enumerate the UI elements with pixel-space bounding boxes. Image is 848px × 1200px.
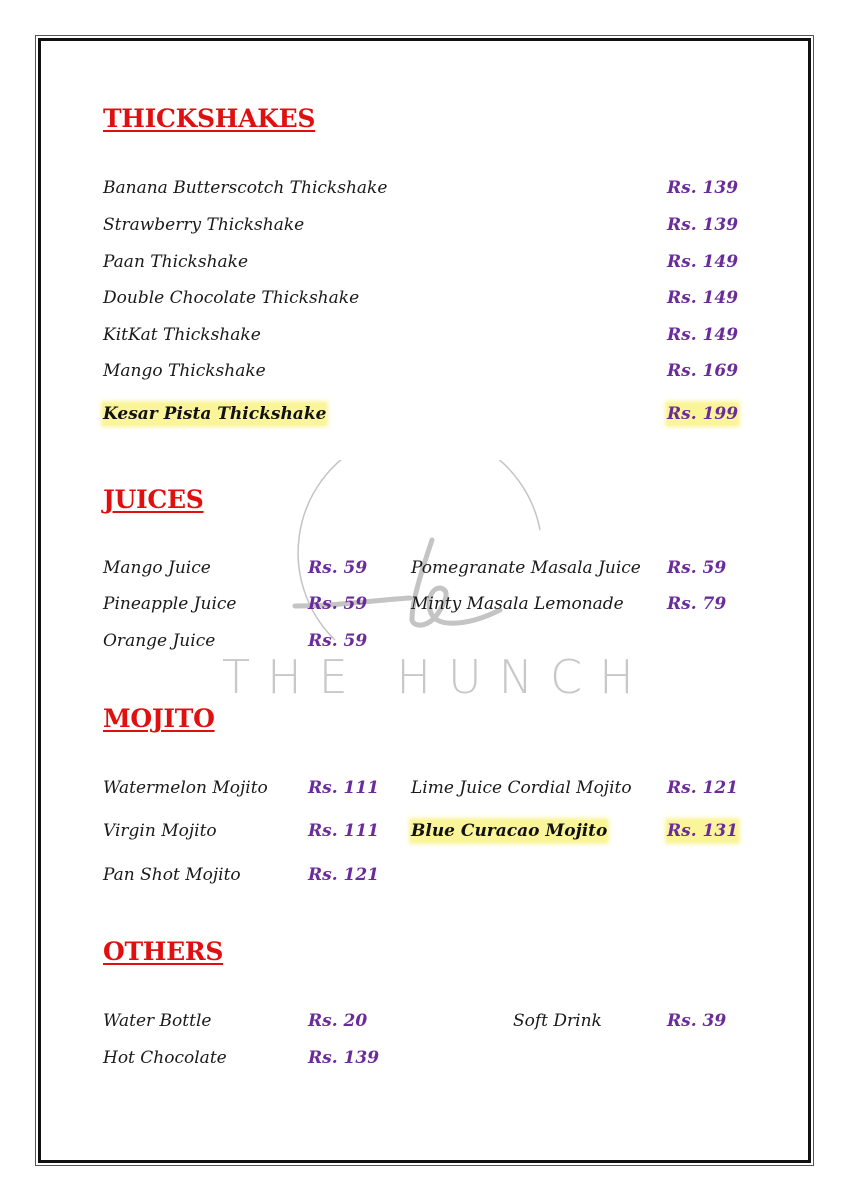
menu-item-name: Watermelon Mojito — [103, 778, 268, 798]
menu-item-name: Mango Thickshake — [103, 361, 266, 381]
menu-item-price: Rs. 139 — [667, 215, 739, 235]
menu-item-price: Rs. 59 — [667, 558, 727, 578]
section-heading-thickshakes: THICKSHAKES — [103, 104, 316, 133]
menu-item-price: Rs. 121 — [667, 778, 739, 798]
menu-item-price: Rs. 59 — [308, 631, 368, 651]
menu-item-price-highlighted: Rs. 131 — [667, 821, 739, 841]
menu-item-name: Pomegranate Masala Juice — [411, 558, 641, 578]
menu-item-name: KitKat Thickshake — [103, 325, 261, 345]
menu-item-price-highlighted: Rs. 199 — [667, 404, 739, 424]
section-heading-juices: JUICES — [103, 485, 204, 514]
menu-item-price: Rs. 139 — [667, 178, 739, 198]
menu-item-name: Hot Chocolate — [103, 1048, 227, 1068]
menu-item-price: Rs. 139 — [308, 1048, 380, 1068]
menu-item-name: Pineapple Juice — [103, 594, 237, 614]
menu-item-name: Pan Shot Mojito — [103, 865, 241, 885]
menu-item-name: Strawberry Thickshake — [103, 215, 305, 235]
menu-item-price: Rs. 149 — [667, 288, 739, 308]
menu-item-price: Rs. 149 — [667, 325, 739, 345]
menu-item-price: Rs. 149 — [667, 252, 739, 272]
menu-item-name: Soft Drink — [513, 1011, 602, 1031]
menu-item-name: Double Chocolate Thickshake — [103, 288, 360, 308]
section-heading-mojito: MOJITO — [103, 704, 215, 733]
menu-item-price: Rs. 121 — [308, 865, 380, 885]
menu-item-price: Rs. 111 — [308, 778, 380, 798]
menu-item-name: Lime Juice Cordial Mojito — [411, 778, 632, 798]
menu-item-name-highlighted: Kesar Pista Thickshake — [103, 404, 327, 424]
menu-item-price: Rs. 59 — [308, 558, 368, 578]
menu-item-price: Rs. 111 — [308, 821, 380, 841]
menu-item-price: Rs. 59 — [308, 594, 368, 614]
menu-item-name: Virgin Mojito — [103, 821, 217, 841]
menu-item-price: Rs. 39 — [667, 1011, 727, 1031]
menu-item-name: Paan Thickshake — [103, 252, 249, 272]
menu-item-name: Banana Butterscotch Thickshake — [103, 178, 388, 198]
brand-watermark-text: THE HUNCH — [222, 650, 651, 704]
menu-item-price: Rs. 79 — [667, 594, 727, 614]
menu-item-price: Rs. 169 — [667, 361, 739, 381]
menu-item-name: Orange Juice — [103, 631, 216, 651]
menu-item-price: Rs. 20 — [308, 1011, 368, 1031]
section-heading-others: OTHERS — [103, 937, 224, 966]
menu-item-name-highlighted: Blue Curacao Mojito — [411, 821, 608, 841]
menu-item-name: Water Bottle — [103, 1011, 212, 1031]
menu-item-name: Minty Masala Lemonade — [411, 594, 624, 614]
menu-item-name: Mango Juice — [103, 558, 211, 578]
